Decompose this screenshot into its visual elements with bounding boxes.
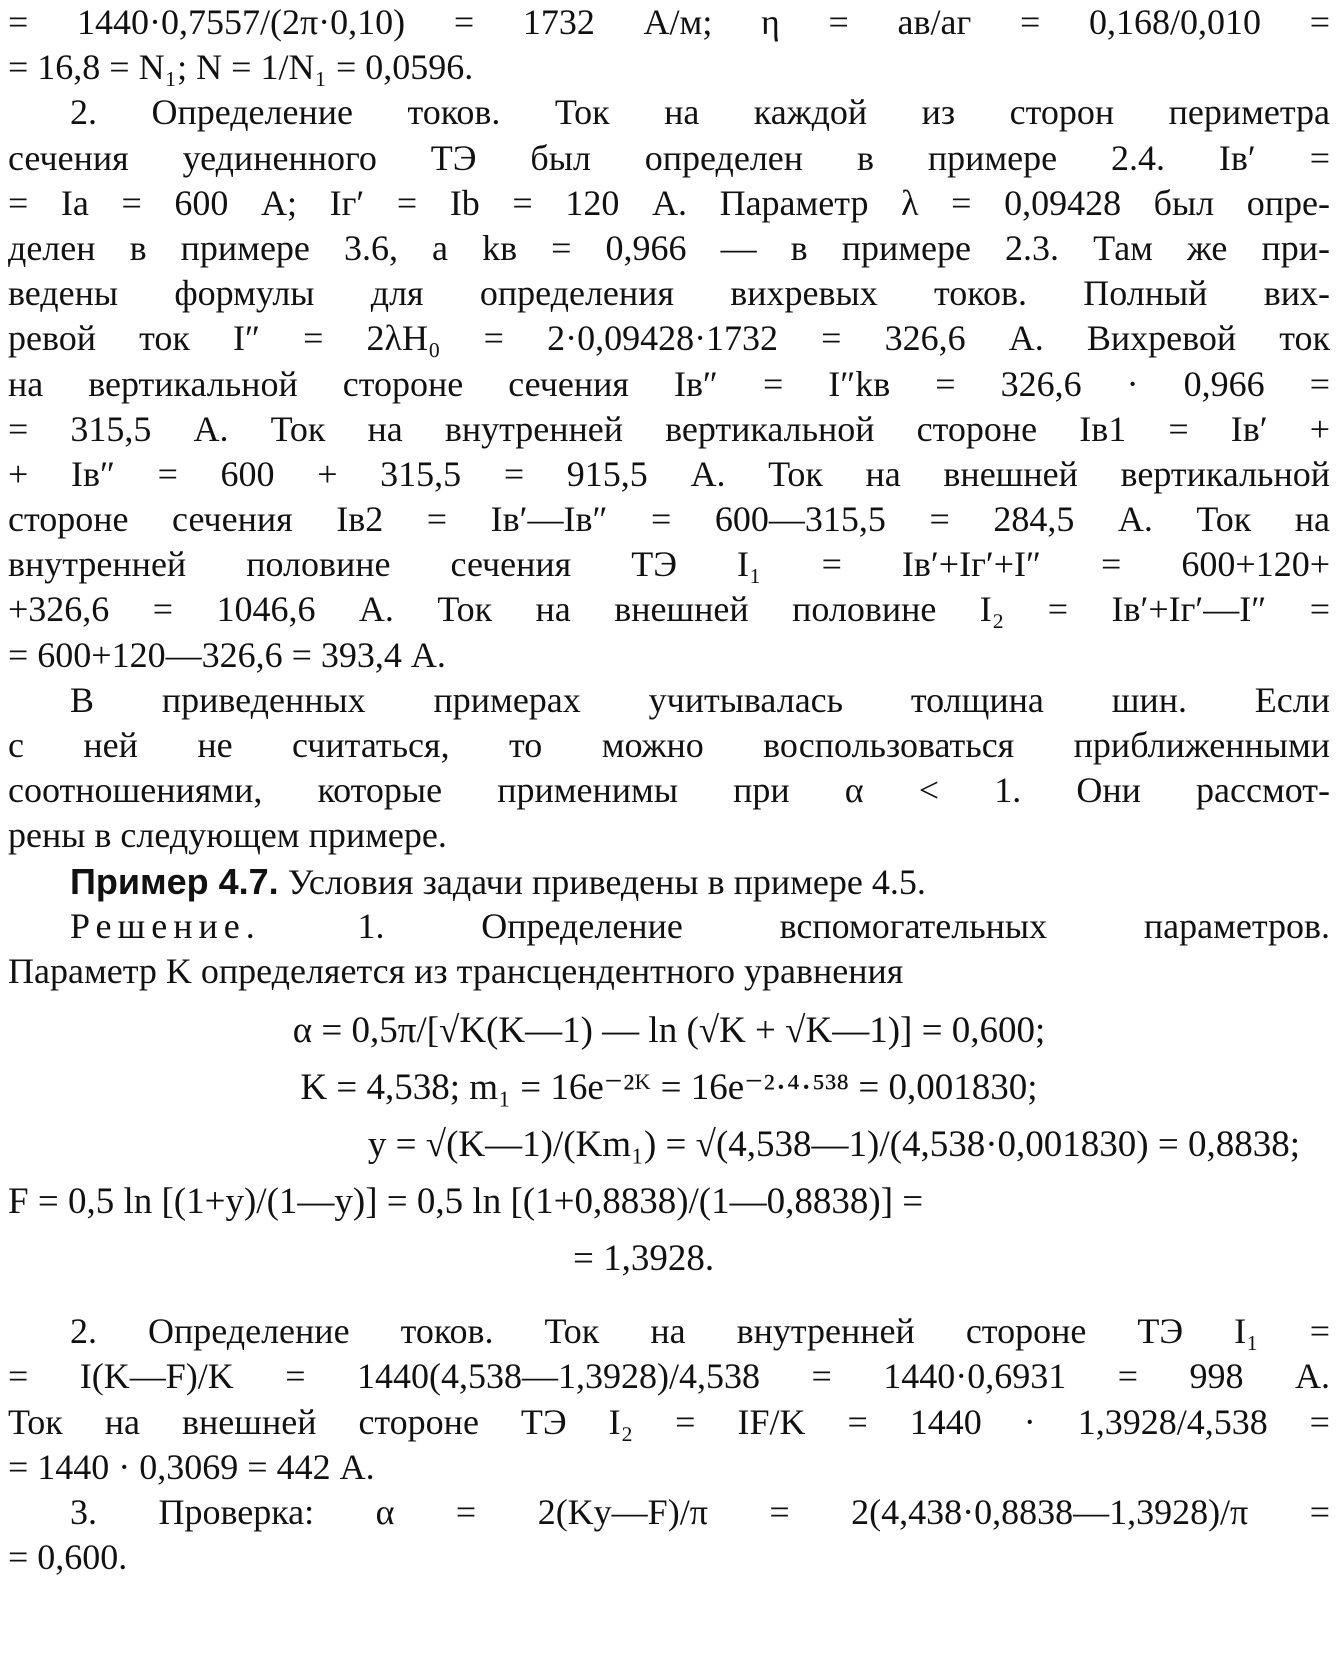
text-line: соотношениями, которые применимы при α < 1. Они рассмот- xyxy=(8,770,1330,811)
text-line: стороне сечения Iв2 = Iв′—Iв″ = 600—315,5 = 284,5 А. Ток на xyxy=(8,499,1330,540)
text-line: = 0,600. xyxy=(8,1537,128,1578)
text-line: 3. Проверка: α = 2(Ky—F)/π = 2(4,438·0,8838—1,3928)/π = xyxy=(70,1491,1330,1532)
text-line: 2. Определение токов. Ток на внутренней стороне ТЭ I₁ = xyxy=(70,1311,1330,1352)
example-heading xyxy=(8,859,1330,904)
text-line: сечения уединенного ТЭ был определен в примере 2.4. Iв′ = xyxy=(8,137,1330,178)
equation-alpha: α = 0,5π/[√K(K—1) — ln (√K + √K—1)] = 0,600; xyxy=(292,1010,1046,1052)
text-line: = 16,8 = N₁; N = 1/N₁ = 0,0596. xyxy=(8,47,474,88)
text-line: ревой ток I″ = 2λH₀ = 2·0,09428·1732 = 326,6 А. Вихревой ток xyxy=(8,318,1330,359)
text-line: с ней не считаться, то можно воспользоваться приближенными xyxy=(8,725,1330,765)
text-line: + Iв″ = 600 + 315,5 = 915,5 А. Ток на внешней вертикальной xyxy=(8,453,1330,494)
text-line: В приведенных примерах учитывалась толщина шин. Если xyxy=(70,679,1330,720)
text-line: внутренней половине сечения ТЭ I₁ = Iв′+Iг′+I″ = 600+120+ xyxy=(8,544,1330,585)
equation-f-result: = 1,3928. xyxy=(573,1238,715,1280)
text-line: ведены формулы для определения вихревых токов. Полный вих- xyxy=(8,273,1330,314)
text-line: = Ia = 600 А; Iг′ = Ib = 120 А. Параметр λ = 0,09428 был опре- xyxy=(8,182,1330,223)
example-text: Условия задачи приведены в примере 4.5. xyxy=(287,861,926,902)
equation-f: F = 0,5 ln [(1+y)/(1—y)] = 0,5 ln [(1+0,8838)/(1—0,8838)] = xyxy=(8,1181,924,1223)
equation-k: K = 4,538; m₁ = 16e⁻²ᴷ = 16e⁻²·⁴·⁵³⁸ = 0,001830; xyxy=(300,1067,1038,1109)
equation-y: y = √(K—1)/(Km₁) = √(4,538—1)/(4,538·0,001830) = 0,8838; xyxy=(367,1124,1300,1166)
text-line: 2. Определение токов. Ток на каждой из сторон периметра xyxy=(70,92,1330,133)
solution-line xyxy=(8,904,1330,949)
solution-label: Решение. xyxy=(70,905,261,946)
solution-text: 1. Определение вспомогательных параметров. xyxy=(357,905,1330,946)
text-line: Ток на внешней стороне ТЭ I₂ = IF/K = 1440 · 1,3928/4,538 = xyxy=(8,1401,1330,1442)
text-line: = 1440 · 0,3069 = 442 А. xyxy=(8,1446,375,1487)
text-line: рены в следующем примере. xyxy=(8,815,447,856)
text-line: делен в примере 3.6, а kв = 0,966 — в примере 2.3. Там же при- xyxy=(8,227,1330,268)
text-line: Параметр K определяется из трансцендентного уравнения xyxy=(8,950,904,991)
text-line: = I(K—F)/K = 1440(4,538—1,3928)/4,538 = 1440·0,6931 = 998 А. xyxy=(8,1356,1330,1397)
text-line: = 315,5 А. Ток на внутренней вертикальной стороне Iв1 = Iв′ + xyxy=(8,408,1330,449)
text-line: +326,6 = 1046,6 А. Ток на внешней половине I₂ = Iв′+Iг′—I″ = xyxy=(8,589,1330,630)
text-line: = 600+120—326,6 = 393,4 А. xyxy=(8,634,446,675)
text-line: = 1440·0,7557/(2π·0,10) = 1732 А/м; η = aв/aг = 0,168/0,010 = xyxy=(8,2,1330,42)
page xyxy=(8,0,1330,1580)
text-line: на вертикальной стороне сечения Iв″ = I″kв = 326,6 · 0,966 = xyxy=(8,363,1330,404)
example-label: Пример 4.7. xyxy=(70,860,279,902)
